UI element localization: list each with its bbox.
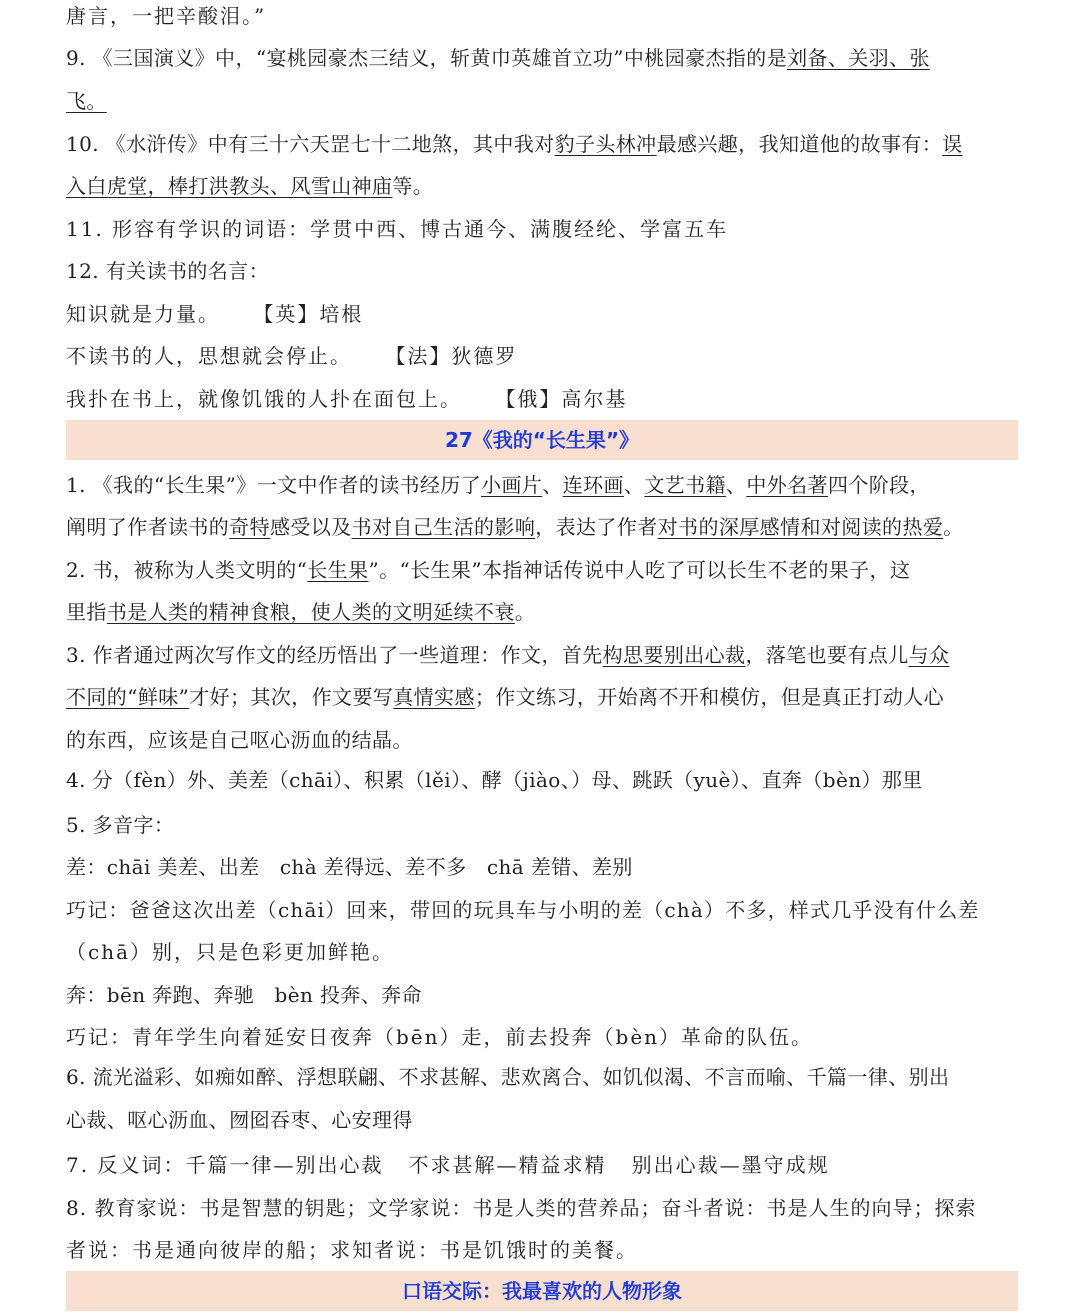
answer-underline: 长生果 [307,558,369,582]
answer-underline: 刘备、关羽、张 [787,46,930,70]
answer-underline: 连环画 [562,473,624,497]
quote-bacon: 知识就是力量。 【英】培根 [66,302,364,326]
answer-underline: 飞。 [66,89,107,113]
section-title-oral: 口语交际：我最喜欢的人物形象 [66,1271,1018,1311]
answer-underline: 文艺书籍 [644,473,726,497]
mnemonic-ben: 巧记：青年学生向着延安日夜奔（bēn）走，前去投奔（bèn）革命的队伍。 [66,1025,814,1049]
point-3-end: 的东西，应该是自己呕心沥血的结晶。 [66,728,413,752]
answer-underline: 构思要别出心裁 [602,643,746,667]
point-3-cont: 不同的“鲜味”才好；其次，作文要写真情实感；作文练习，开始离不开和模仿，但是真正打动人心 [66,685,945,709]
polyphone-cha: 差：chāi 美差、出差 chà 差得远、差不多 chā 差错、差别 [66,855,633,879]
question-9-cont [66,87,1018,115]
answer-underline: 奇特 [229,515,271,539]
question-10: 10. 《水浒传》中有三十六天罡七十二地煞，其中我对豹子头林冲最感兴趣，我知道他的故事有：误 [66,132,963,156]
question-11: 11. 形容有学识的词语：学贯中西、博古通今、满腹经纶、学富五车 [66,217,729,241]
answer-underline: 对书的深厚感情和对阅读的热爱 [657,515,944,539]
answer-underline: 豹子头林冲 [554,132,657,156]
quote-gorky: 我扑在书上，就像饥饿的人扑在面包上。 【俄】高尔基 [66,387,628,411]
question-9: 9. 《三国演义》中，“宴桃园豪杰三结义，斩黄巾英雄首立功”中桃园豪杰指的是刘备、关羽、张 [66,46,930,70]
point-8-cont: 者说：书是通向彼岸的船；求知者说：书是饥饿时的美餐。 [66,1238,638,1262]
polyphone-ben: 奔：bēn 奔跑、奔驰 bèn 投奔、奔命 [66,983,423,1007]
point-4-pinyin: 4. 分（fèn）外、美差（chāi）、积累（lěi）、酵（jiào、）母、跳跃（yuè）、直奔（bèn）那里 [66,768,923,792]
point-8: 8. 教育家说：书是智慧的钥匙；文学家说：书是人类的营养品；奋斗者说：书是人生的向导；探索 [66,1196,977,1220]
section-title-27: 27《我的“长生果”》 [66,420,1018,460]
quote-diderot: 不读书的人，思想就会停止。 【法】狄德罗 [66,344,518,368]
answer-underline: 与众 [908,643,950,667]
answer-underline: 不同的“鲜味” [66,685,190,709]
point-1: 1. 《我的“长生果”》一文中作者的读书经历了小画片、连环画、文艺书籍、中外名著四个阶段， [66,473,930,497]
point-6: 6. 流光溢彩、如痴如醉、浮想联翩、不求甚解、悲欢离合、如饥似渴、不言而喻、千篇一律、别出 [66,1065,950,1089]
answer-underline: 中外名著 [746,473,828,497]
point-1-cont: 阐明了作者读书的奇特感受以及书对自己生活的影响，表达了作者对书的深厚感情和对阅读的热爱。 [66,515,964,539]
point-3: 3. 作者通过两次写作文的经历悟出了一些道理：作文，首先构思要别出心裁，落笔也要有点儿与众 [66,643,950,667]
point-5: 5. 多音字： [66,813,175,837]
mnemonic-cha-cont: （chā）别，只是色彩更加鲜艳。 [66,940,395,964]
point-7-antonyms: 7. 反义词：千篇一律—别出心裁 不求甚解—精益求精 别出心裁—墨守成规 [66,1153,830,1177]
mnemonic-cha: 巧记：爸爸这次出差（chāi）回来，带回的玩具车与小明的差（chà）不多，样式几乎没有什么差 [66,898,980,922]
question-12: 12. 有关读书的名言： [66,259,269,283]
answer-underline: 小画片 [481,473,543,497]
answer-underline: 书是人类的精神食粮，使人类的文明延续不衰 [106,600,515,624]
text-line: 唐言，一把辛酸泪。” [66,4,267,28]
answer-underline: 书对自己生活的影响 [351,515,536,539]
question-10-cont: 入白虎堂，棒打洪教头、风雪山神庙等。 [66,174,434,198]
point-6-cont: 心裁、呕心沥血、囫囵吞枣、心安理得 [66,1108,413,1132]
point-2: 2. 书，被称为人类文明的“长生果”。“长生果”本指神话传说中人吃了可以长生不老的果子，这 [66,558,911,582]
answer-underline: 入白虎堂，棒打洪教头、风雪山神庙 [66,174,393,198]
answer-underline: 真情实感 [393,685,475,709]
answer-underline: 误 [942,132,963,156]
point-2-cont: 里指书是人类的精神食粮，使人类的文明延续不衰。 [66,600,536,624]
